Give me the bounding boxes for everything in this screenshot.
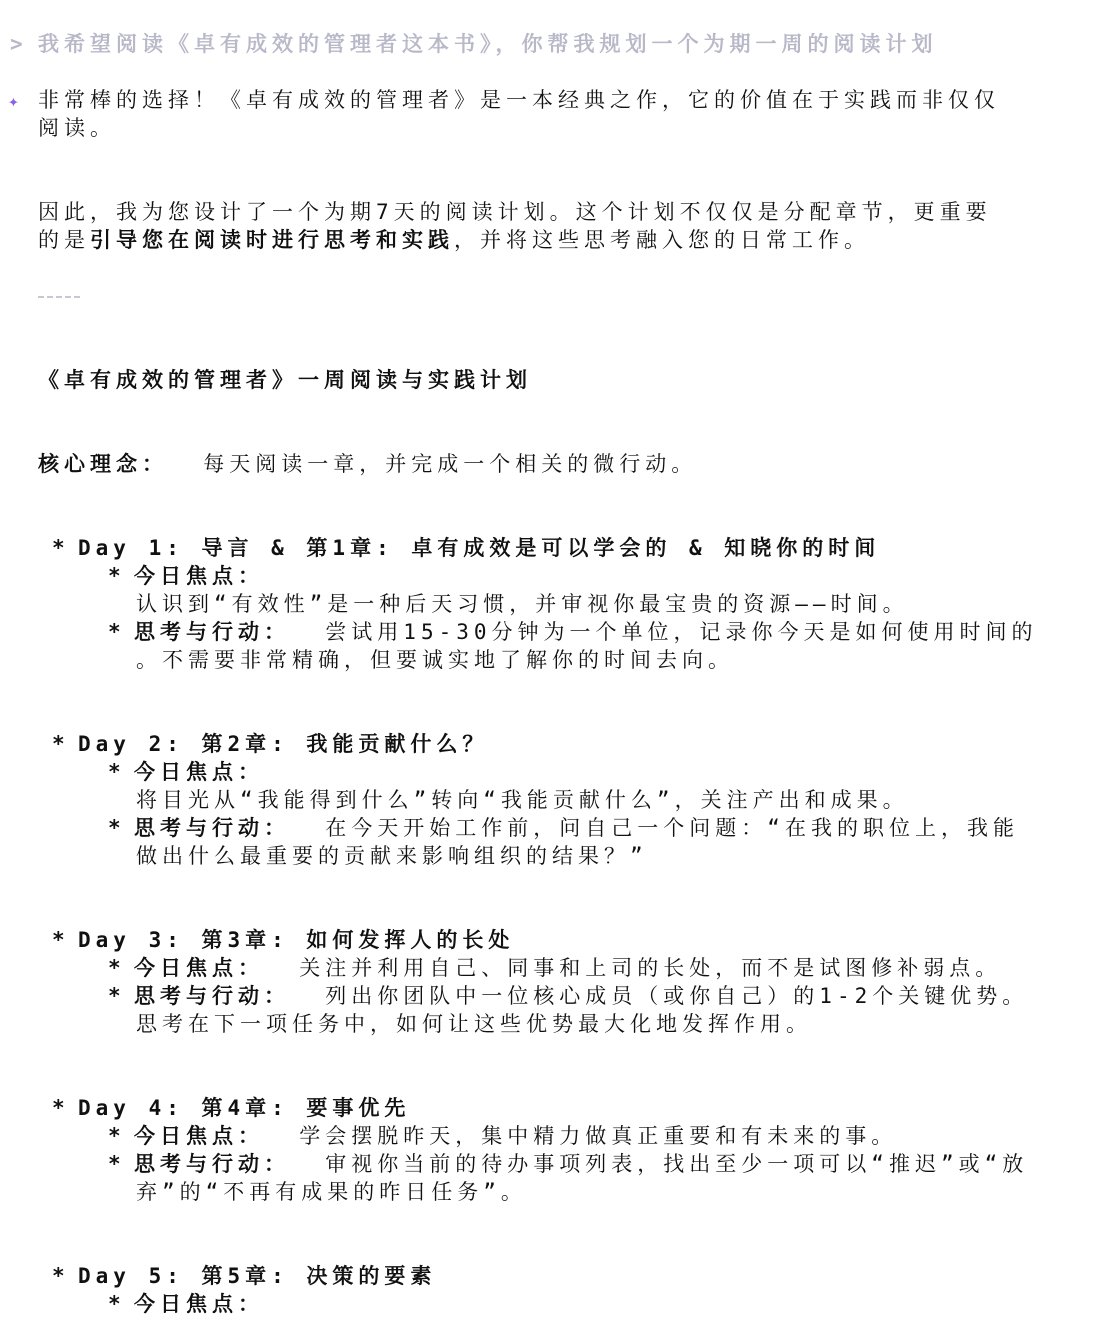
day-action: * 思考与行动： 在今天开始工作前，问自己一个问题：“在我的职位上，我能 <box>108 816 1019 840</box>
para2-line-1: 因此，我为您设计了一个为期7天的阅读计划。这个计划不仅仅是分配章节，更重要 <box>38 200 992 224</box>
core-idea <box>38 450 697 478</box>
user-prompt <box>10 30 938 58</box>
day-focus: * 今日焦点： 关注并利用自己、同事和上司的长处，而不是试图修补弱点。 <box>108 956 1002 980</box>
day-focus-text: 将目光从“我能得到什么”转向“我能贡献什么”，关注产出和成果。 <box>136 788 909 812</box>
day-action-cont: 弃”的“不再有成果的昨日任务”。 <box>136 1180 527 1204</box>
intro-line-2: 阅读。 <box>38 116 116 140</box>
day-action-cont: 做出什么最重要的贡献来影响组织的结果？” <box>136 844 648 868</box>
day-action: * 思考与行动： 审视你当前的待办事项列表，找出至少一项可以“推迟”或“放 <box>108 1152 1029 1176</box>
day-focus: * 今日焦点： <box>108 1292 264 1316</box>
prompt-marker: > <box>10 32 23 56</box>
core-text: 每天阅读一章，并完成一个相关的微行动。 <box>203 452 698 476</box>
day-action-cont: 思考在下一项任务中，如何让这些优势最大化地发挥作用。 <box>136 1012 812 1036</box>
day-action: * 思考与行动： 列出你团队中一位核心成员（或你自己）的1-2个关键优势。 <box>108 984 1029 1008</box>
sparkle-icon: ✦ <box>8 91 19 112</box>
day-heading: * Day 2: 第2章: 我能贡献什么？ <box>52 732 489 756</box>
day-action-cont: 。不需要非常精确，但要诚实地了解你的时间去向。 <box>136 648 734 672</box>
separator <box>38 296 80 298</box>
day-heading: * Day 3: 第3章: 如何发挥人的长处 <box>52 928 515 952</box>
para2-line-2 <box>38 226 870 254</box>
para2-text-b: ，并将这些思考融入您的日常工作。 <box>454 228 870 252</box>
day-focus: * 今日焦点： <box>108 564 264 588</box>
day-heading: * Day 4: 第4章: 要事优先 <box>52 1096 411 1120</box>
day-focus: * 今日焦点： <box>108 760 264 784</box>
day-action: * 思考与行动： 尝试用15-30分钟为一个单位，记录你今天是如何使用时间的 <box>108 620 1038 644</box>
day-heading: * Day 5: 第5章: 决策的要素 <box>52 1264 437 1288</box>
intro-line-1: 非常棒的选择！《卓有成效的管理者》是一本经典之作，它的价值在于实践而非仅仅 <box>38 88 1000 112</box>
day-focus-text: 认识到“有效性”是一种后天习惯，并审视你最宝贵的资源——时间。 <box>136 592 909 616</box>
prompt-text: 我希望阅读《卓有成效的管理者这本书》，你帮我规划一个为期一周的阅读计划 <box>38 32 938 56</box>
day-focus: * 今日焦点： 学会摆脱昨天，集中精力做真正重要和有未来的事。 <box>108 1124 898 1148</box>
core-label: 核心理念： <box>38 452 168 476</box>
para2-text-a: 的是 <box>38 228 90 252</box>
plan-title: 《卓有成效的管理者》一周阅读与实践计划 <box>38 368 532 392</box>
para2-emphasis: 引导您在阅读时进行思考和实践 <box>90 228 454 252</box>
day-heading: * Day 1: 导言 & 第1章: 卓有成效是可以学会的 & 知晓你的时间 <box>52 536 881 560</box>
